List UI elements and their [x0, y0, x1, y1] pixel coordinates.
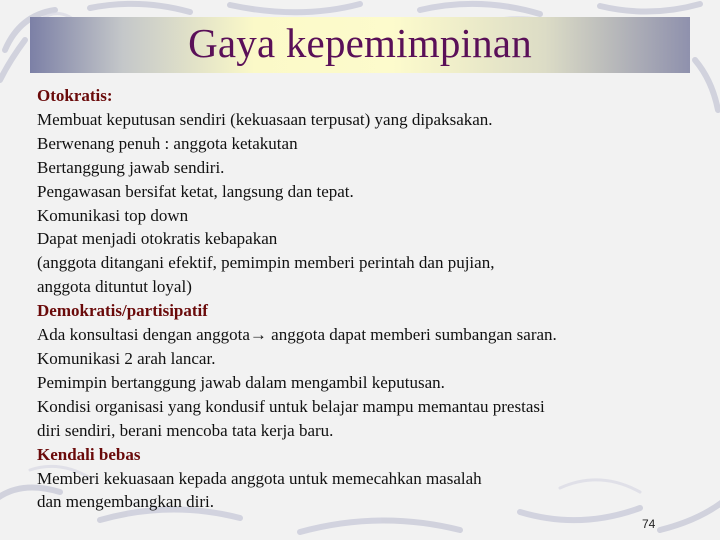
body-line: diri sendiri, berani mencoba tata kerja baru.	[37, 420, 334, 440]
body-line: Kondisi organisasi yang kondusif untuk belajar mampu memantau prestasi	[37, 396, 545, 416]
body-line: Dapat menjadi otokratis kebapakan	[37, 229, 278, 249]
body-line: (anggota ditangani efektif, pemimpin memberi perintah dan pujian,	[37, 253, 495, 273]
body-line: Berwenang penuh : anggota ketakutan	[37, 133, 298, 153]
slide-body	[37, 84, 697, 514]
body-line: Memberi kekuasaan kepada anggota untuk memecahkan masalah	[37, 468, 482, 488]
section-heading: Kendali bebas	[37, 444, 141, 464]
title-banner	[30, 17, 690, 73]
page-number: 74	[642, 517, 656, 531]
body-line: dan mengembangkan diri.	[37, 492, 215, 512]
body-line: Pengawasan bersifat ketat, langsung dan tepat.	[37, 181, 354, 201]
section-heading: Otokratis:	[37, 86, 113, 105]
body-line: Bertanggung jawab sendiri.	[37, 157, 225, 177]
section-heading: Demokratis/partisipatif	[37, 301, 208, 321]
body-line: Komunikasi top down	[37, 205, 189, 225]
body-line: Membuat keputusan sendiri (kekuasaan terpusat) yang dipaksakan.	[37, 109, 493, 129]
page-title: Gaya kepemimpinan	[188, 19, 532, 66]
body-line: Ada konsultasi dengan anggota→ anggota dapat memberi sumbangan saran.	[37, 325, 557, 345]
body-line: Komunikasi 2 arah lancar.	[37, 348, 216, 368]
body-line: Pemimpin bertanggung jawab dalam mengambil keputusan.	[37, 372, 445, 392]
body-line: anggota dituntut loyal)	[37, 277, 192, 297]
